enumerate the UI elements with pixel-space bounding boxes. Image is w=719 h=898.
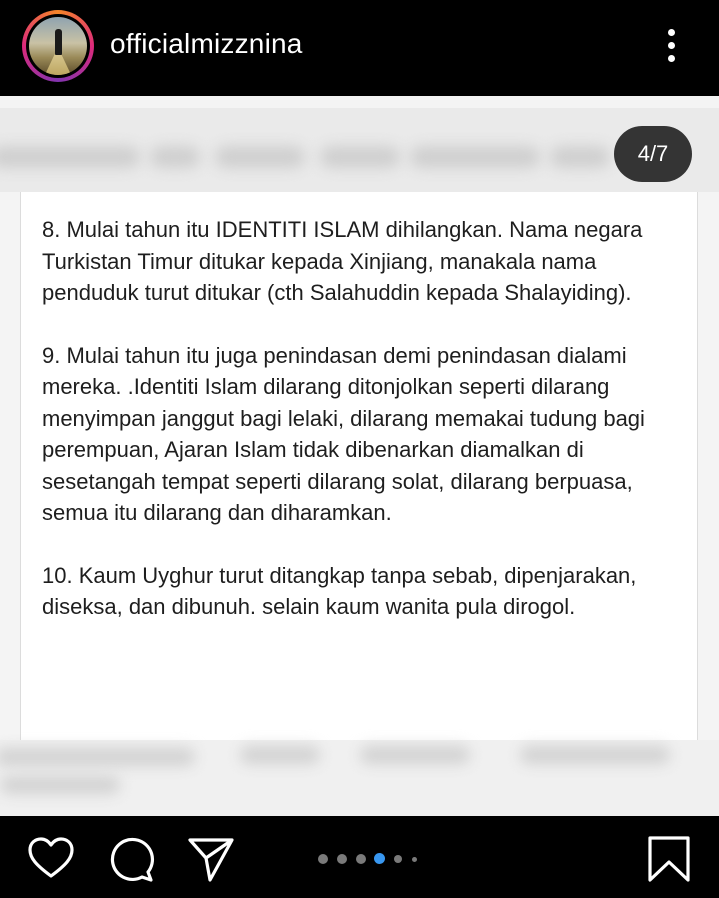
post-media[interactable] bbox=[0, 96, 719, 816]
avatar-figure-shape bbox=[55, 29, 62, 55]
carousel-dot bbox=[412, 857, 417, 862]
carousel-page-indicator: 4/7 bbox=[614, 126, 692, 182]
bookmark-icon[interactable] bbox=[644, 834, 694, 884]
username[interactable]: officialmizznina bbox=[110, 28, 303, 59]
blur-smudge bbox=[0, 748, 195, 766]
paragraph-8: 8. Mulai tahun itu IDENTITI ISLAM dihilangkan. Nama negara Turkistan Timur ditukar kepada Xinjiang, manakala nama penduduk turut ditukar (cth Salahuddin kepada Shalayiding). bbox=[42, 217, 643, 305]
blur-smudge bbox=[0, 146, 140, 168]
paragraph-9: 9. Mulai tahun itu juga penindasan demi penindasan dialami mereka. .Identiti Islam dilarang ditonjolkan seperti dilarang menyimpan janggut bagi lelaki, dilarang memakai tudung bagi perempuan, Ajaran Islam tidak dibenarkan diamalkan di sesetangah tempat seperti dilarang solat, dilarang berpuasa, semua itu dilarang dan diharamkan. bbox=[42, 342, 645, 525]
blurred-text-region bbox=[0, 740, 719, 816]
blur-smudge bbox=[320, 146, 400, 168]
blur-smudge bbox=[520, 746, 670, 764]
more-dot bbox=[668, 42, 675, 49]
send-icon[interactable] bbox=[186, 834, 236, 884]
comment-icon[interactable] bbox=[106, 834, 156, 884]
carousel-dot bbox=[356, 854, 366, 864]
heart-icon[interactable] bbox=[26, 834, 76, 884]
avatar[interactable] bbox=[22, 10, 94, 82]
avatar-path-shape bbox=[41, 53, 75, 75]
blur-smudge bbox=[410, 146, 540, 168]
blur-smudge bbox=[550, 146, 610, 168]
paragraph-10: 10. Kaum Uyghur turut ditangkap tanpa sebab, dipenjarakan, diseksa, dan dibunuh. selain kaum wanita pula dirogol. bbox=[42, 562, 637, 619]
more-dot bbox=[668, 55, 675, 62]
carousel-dot-active bbox=[374, 853, 385, 864]
post-header bbox=[0, 0, 719, 96]
blur-smudge bbox=[215, 146, 305, 168]
blur-smudge bbox=[360, 746, 470, 764]
blur-smudge bbox=[0, 776, 120, 794]
carousel-dot bbox=[337, 854, 347, 864]
carousel-dot bbox=[394, 855, 402, 863]
blur-smudge bbox=[150, 146, 200, 168]
post-action-bar bbox=[0, 816, 719, 898]
screenshot-text-card bbox=[20, 192, 698, 740]
more-dot bbox=[668, 29, 675, 36]
more-vertical-icon[interactable] bbox=[664, 26, 678, 66]
blur-smudge bbox=[240, 746, 320, 764]
blurred-text-region bbox=[0, 108, 719, 192]
carousel-dot bbox=[318, 854, 328, 864]
avatar-image bbox=[29, 17, 87, 75]
